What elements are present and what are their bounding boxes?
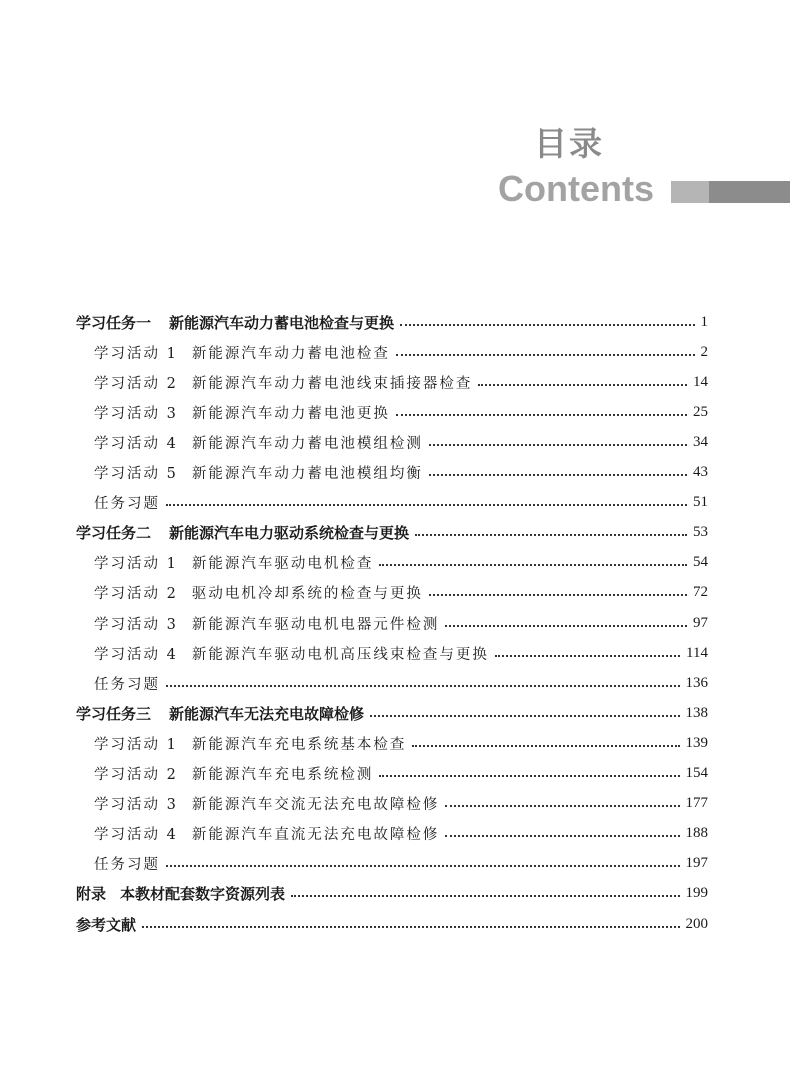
toc-entry-title: 新能源汽车动力蓄电池线束插接器检查 — [191, 375, 473, 392]
toc-leader-dots — [400, 323, 694, 326]
toc-entry-label: 参考文献 — [76, 915, 137, 934]
toc-chapter-entry[interactable] — [76, 307, 708, 337]
toc-leader-dots — [429, 473, 687, 476]
toc-page-number: 199 — [685, 885, 708, 902]
toc-page-number: 138 — [685, 704, 708, 721]
toc-chapter-entry[interactable] — [76, 879, 708, 909]
toc-page-number: 188 — [685, 825, 708, 842]
toc-section-entry[interactable] — [94, 789, 708, 819]
toc-entry-label: 学习活动 2 — [94, 375, 178, 392]
page-title-cn: 目录 — [534, 124, 604, 163]
toc-section-entry[interactable] — [94, 668, 708, 698]
toc-entry-label: 附录 — [76, 885, 107, 904]
toc-section-entry[interactable] — [94, 548, 708, 578]
toc-page-number: 139 — [685, 734, 708, 751]
toc-entry-title: 新能源汽车动力蓄电池更换 — [191, 405, 390, 422]
toc-chapter-entry[interactable] — [76, 909, 708, 939]
toc-entry-title: 新能源汽车无法充电故障检修 — [169, 704, 365, 723]
toc-entry-label: 学习活动 3 — [94, 797, 178, 814]
toc-leader-dots — [166, 684, 680, 687]
toc-page-number: 154 — [685, 765, 708, 781]
toc-entry-title: 新能源汽车充电系统检测 — [191, 767, 374, 783]
page-title-en: Contents — [498, 168, 654, 209]
toc-entry-label: 学习活动 4 — [94, 646, 178, 663]
toc-page-number: 14 — [693, 373, 708, 390]
toc-leader-dots — [379, 563, 687, 566]
toc-page-number: 25 — [693, 403, 708, 420]
toc-leader-dots — [291, 894, 679, 897]
toc-entry-label: 学习活动 4 — [94, 435, 178, 452]
toc-section-entry[interactable] — [94, 608, 708, 638]
toc-page-number: 1 — [700, 313, 708, 330]
toc-entry-title: 驱动电机冷却系统的检查与更换 — [191, 586, 423, 603]
toc-leader-dots — [396, 353, 695, 356]
toc-leader-dots — [396, 413, 687, 416]
toc-entry-title: 新能源汽车电力驱动系统检查与更换 — [169, 524, 410, 543]
toc-page-number: 97 — [693, 614, 708, 631]
toc-leader-dots — [415, 533, 687, 536]
toc-entry-title: 本教材配套数字资源列表 — [120, 885, 286, 904]
toc-entry-label: 学习活动 2 — [94, 767, 178, 783]
toc-entry-title: 新能源汽车直流无法充电故障检修 — [191, 827, 440, 844]
toc-leader-dots — [445, 804, 679, 807]
toc-chapter-entry[interactable] — [76, 518, 708, 548]
toc-entry-title: 新能源汽车动力蓄电池检查与更换 — [169, 313, 395, 332]
toc-page-number: 53 — [693, 524, 708, 541]
toc-entry-label: 学习任务三 — [76, 704, 152, 723]
toc-page-number: 114 — [686, 644, 708, 661]
toc-page-number: 2 — [700, 343, 708, 360]
toc-section-entry[interactable] — [94, 759, 708, 789]
toc-entry-title: 新能源汽车驱动电机电器元件检测 — [191, 616, 440, 633]
toc-entry-title: 新能源汽车充电系统基本检查 — [191, 736, 407, 753]
toc-entry-title: 新能源汽车动力蓄电池模组均衡 — [191, 466, 423, 482]
toc-entry-label: 学习活动 3 — [94, 405, 178, 422]
toc-section-entry[interactable] — [94, 337, 708, 367]
toc-leader-dots — [370, 714, 679, 717]
toc-leader-dots — [142, 925, 679, 928]
decorative-bar-light — [671, 181, 709, 203]
toc-section-entry[interactable] — [94, 578, 708, 608]
toc-leader-dots — [429, 593, 687, 596]
toc-leader-dots — [166, 503, 687, 506]
toc-page-number: 197 — [685, 855, 708, 872]
toc-entry-label: 任务习题 — [94, 857, 160, 874]
toc-chapter-entry[interactable] — [76, 698, 708, 728]
toc-section-entry[interactable] — [94, 397, 708, 427]
toc-section-entry[interactable] — [94, 849, 708, 879]
toc-entry-label: 学习活动 1 — [94, 736, 178, 753]
toc-section-entry[interactable] — [94, 458, 708, 488]
toc-entry-label: 学习活动 4 — [94, 827, 178, 844]
toc-page-number: 200 — [685, 915, 708, 932]
toc-leader-dots — [445, 834, 679, 837]
decorative-bar-dark — [709, 181, 790, 203]
toc-entry-label: 任务习题 — [94, 676, 160, 693]
toc-leader-dots — [445, 624, 687, 627]
toc-entry-title: 新能源汽车交流无法充电故障检修 — [191, 797, 440, 814]
toc-page-number: 34 — [693, 433, 708, 450]
toc-section-entry[interactable] — [94, 728, 708, 758]
toc-leader-dots — [495, 654, 680, 657]
toc-page-number: 72 — [693, 584, 708, 601]
toc-page-number: 54 — [693, 554, 708, 571]
toc-entry-title: 新能源汽车动力蓄电池检查 — [191, 345, 390, 362]
toc-entry-label: 学习活动 2 — [94, 586, 178, 603]
toc-leader-dots — [412, 744, 679, 747]
toc-entry-title: 新能源汽车驱动电机检查 — [191, 556, 374, 573]
toc-entry-label: 学习活动 3 — [94, 616, 178, 633]
toc-leader-dots — [166, 864, 680, 867]
header — [0, 0, 790, 260]
toc-entry-label: 学习任务二 — [76, 524, 152, 543]
toc-section-entry[interactable] — [94, 819, 708, 849]
toc-entry-label: 学习活动 5 — [94, 466, 178, 482]
toc-section-entry[interactable] — [94, 638, 708, 668]
toc-entry-title: 新能源汽车动力蓄电池模组检测 — [191, 435, 423, 452]
toc-page-number: 51 — [693, 494, 708, 511]
toc-section-entry[interactable] — [94, 367, 708, 397]
toc-leader-dots — [478, 383, 687, 386]
toc-entry-label: 任务习题 — [94, 496, 160, 513]
toc-section-entry[interactable] — [94, 488, 708, 518]
toc-entry-label: 学习活动 1 — [94, 345, 178, 362]
toc-section-entry[interactable] — [94, 427, 708, 457]
toc-entry-title: 新能源汽车驱动电机高压线束检查与更换 — [191, 646, 489, 663]
toc-entry-label: 学习活动 1 — [94, 556, 178, 573]
toc-page-number: 177 — [685, 795, 708, 812]
toc-entry-label: 学习任务一 — [76, 313, 152, 332]
toc-page-number: 43 — [693, 464, 708, 480]
toc-leader-dots — [429, 443, 687, 446]
toc-leader-dots — [379, 774, 679, 777]
toc-page-number: 136 — [685, 674, 708, 691]
